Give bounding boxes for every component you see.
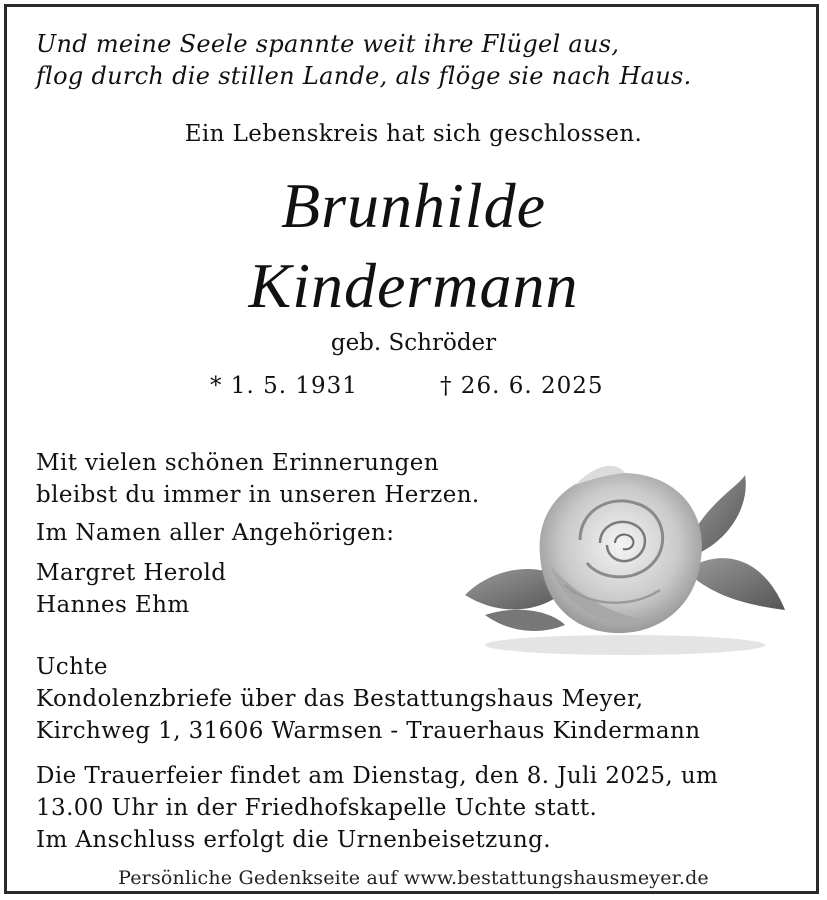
message-line-3: Im Namen aller Angehörigen: (36, 520, 395, 546)
leaf-lower (485, 610, 565, 631)
deceased-first-name: Brunhilde (281, 170, 546, 241)
birth-name: geb. Schröder (330, 330, 497, 356)
rose-image (455, 445, 795, 675)
leaf-right-low (685, 558, 785, 610)
rose-shadow (485, 635, 765, 655)
service-line-3: Im Anschluss erfolgt die Urnenbeisetzung. (36, 827, 551, 853)
verse-line-2: flog durch die stillen Lande, als flöge sie nach Haus. (36, 62, 692, 90)
verse (36, 28, 692, 92)
intro-text: Ein Lebenskreis hat sich geschlossen. (184, 121, 643, 147)
place-name: Uchte (36, 654, 108, 680)
memorial-page-link[interactable]: Persönliche Gedenkseite auf www.bestattungshausmeyer.de (118, 867, 709, 889)
deceased-last-name: Kindermann (248, 250, 579, 321)
service-line-1: Die Trauerfeier findet am Dienstag, den 8. Juli 2025, um (36, 763, 719, 789)
message-line-1: Mit vielen schönen Erinnerungen (36, 450, 439, 476)
death-date: † 26. 6. 2025 (440, 373, 604, 399)
outer-petal (540, 473, 702, 633)
service-info (36, 760, 718, 856)
message-line-2: bleibst du immer in unseren Herzen. (36, 482, 480, 508)
mourners-list (36, 557, 226, 621)
mourner-name: Margret Herold (36, 560, 227, 586)
remembrance-message (36, 447, 480, 549)
address-line-2: Kirchweg 1, 31606 Warmsen - Trauerhaus Kindermann (36, 718, 701, 744)
service-line-2: 13.00 Uhr in der Friedhofskapelle Uchte statt. (36, 795, 598, 821)
birth-date: * 1. 5. 1931 (210, 373, 358, 399)
mourner-name: Hannes Ehm (36, 592, 190, 618)
address-line-1: Kondolenzbriefe über das Bestattungshaus Meyer, (36, 686, 644, 712)
verse-line-1: Und meine Seele spannte weit ihre Flügel aus, (36, 30, 620, 58)
